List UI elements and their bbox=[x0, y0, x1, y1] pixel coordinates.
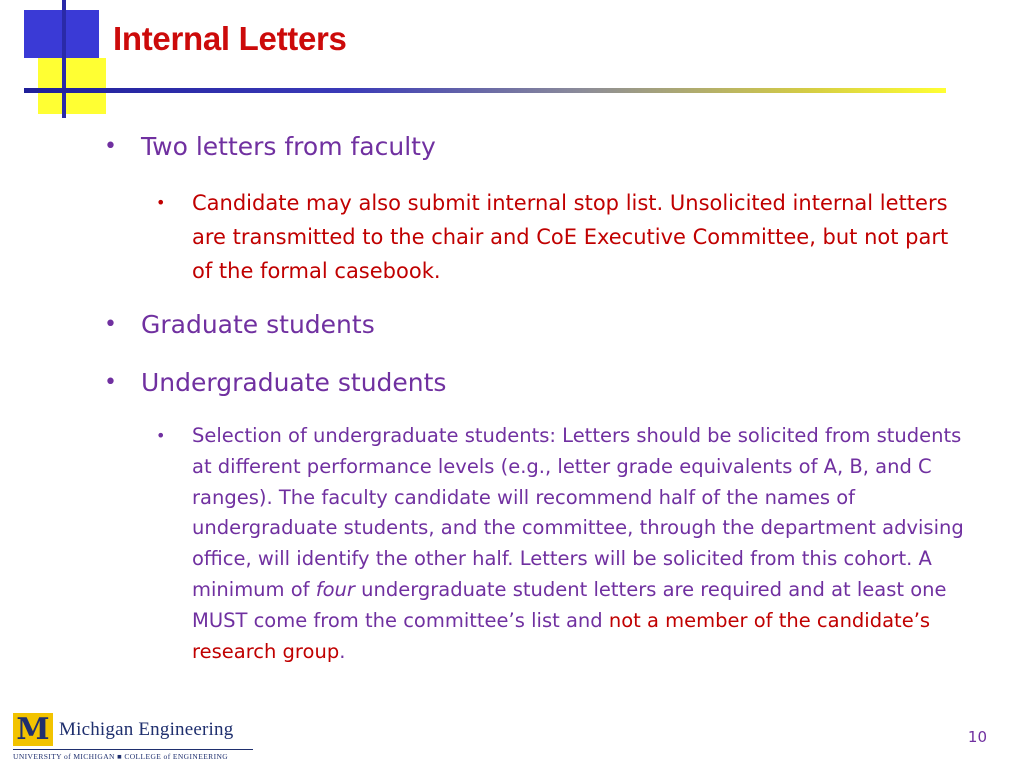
bullet-faculty-letters bbox=[104, 130, 964, 164]
bullet-text: Undergraduate students bbox=[141, 368, 447, 397]
logo-wordmark: Michigan Engineering bbox=[59, 719, 234, 740]
slide-title: Internal Letters bbox=[113, 20, 347, 57]
bullet-text: Candidate may also submit internal stop list. Unsolicited internal letters are transmitted to the chair and CoE Executive Committee, but not part of the formal casebook. bbox=[192, 191, 949, 283]
emphasis-red-research-group: not a member of the candidate’s research group bbox=[192, 608, 931, 663]
bullet-undergraduate-students bbox=[104, 366, 964, 400]
bullet-graduate-students bbox=[104, 308, 964, 342]
sub-bullet-undergraduate-selection bbox=[156, 421, 966, 667]
bullet-marker: • bbox=[104, 370, 117, 395]
bullet-text: Two letters from faculty bbox=[141, 132, 436, 161]
bullet-marker: • bbox=[156, 193, 166, 212]
sub-bullet-internal-stop-list bbox=[156, 186, 966, 288]
bullet-marker: • bbox=[156, 426, 166, 445]
decorative-title-rule bbox=[24, 88, 946, 93]
block-m-letter: M bbox=[16, 712, 50, 747]
decorative-yellow-square bbox=[38, 58, 106, 114]
bullet-text: Graduate students bbox=[141, 310, 375, 339]
decorative-vertical-line bbox=[62, 0, 66, 118]
text-run: undergraduate student letters are required and at least one MUST come from the committee’s list and bbox=[192, 577, 947, 632]
logo-rule bbox=[13, 749, 253, 750]
text-run: Selection of undergraduate students: Letters should be solicited from students at different performance levels (e.g., letter grade equivalents of A, B, and C ranges). The faculty candidate will recommend half of the names of undergraduate students, and the committee, through the department advising office, will identify the other half. Letters will be solicited from this cohort. A minimum of bbox=[192, 424, 964, 601]
logo-subtitle: UNIVERSITY of MICHIGAN ■ COLLEGE of ENGINEERING bbox=[13, 752, 229, 761]
bullet-marker: • bbox=[104, 134, 117, 159]
michigan-engineering-logo bbox=[13, 713, 253, 761]
text-run: . bbox=[339, 639, 346, 663]
bullet-text bbox=[192, 421, 966, 667]
bullet-marker: • bbox=[104, 312, 117, 337]
emphasis-four: four bbox=[315, 577, 355, 601]
page-number: 10 bbox=[967, 728, 987, 746]
